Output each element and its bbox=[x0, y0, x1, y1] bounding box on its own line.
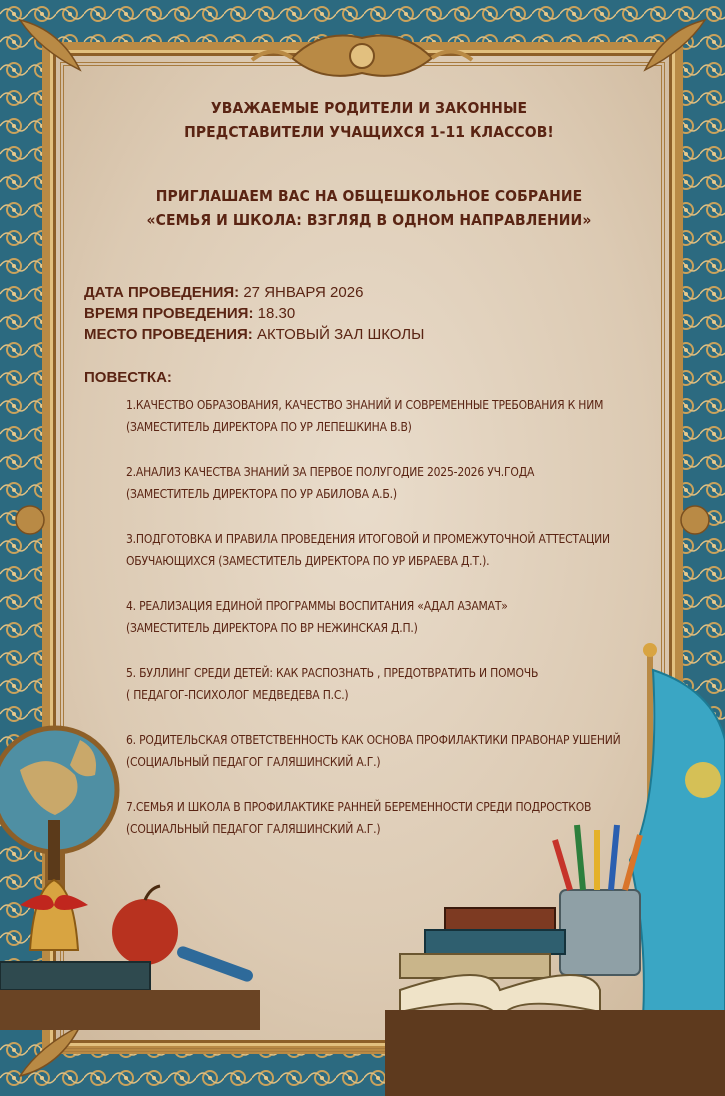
invitation-content bbox=[84, 96, 644, 863]
place-value: АКТОВЫЙ ЗАЛ ШКОЛЫ bbox=[256, 326, 425, 343]
agenda-item bbox=[126, 528, 644, 572]
agenda-item-topic: 7.СЕМЬЯ И ШКОЛА В ПРОФИЛАКТИКЕ РАННЕЙ БЕРЕМЕННОСТИ СРЕДИ ПОДРОСТКОВ bbox=[126, 800, 592, 814]
agenda-item-topic: 6. РОДИТЕЛЬСКАЯ ОТВЕТСТВЕННОСТЬ КАК ОСНОВА ПРОФИЛАКТИКИ ПРАВОНАР УШЕНИЙ bbox=[126, 733, 621, 747]
greeting-line-2: ПРЕДСТАВИТЕЛИ УЧАЩИХСЯ 1-11 КЛАССОВ! bbox=[184, 123, 554, 141]
meeting-details bbox=[84, 282, 644, 345]
date-label: ДАТА ПРОВЕДЕНИЯ: bbox=[84, 284, 240, 301]
agenda-item bbox=[126, 595, 644, 639]
agenda-list bbox=[126, 394, 644, 840]
greeting-line-1: УВАЖАЕМЫЕ РОДИТЕЛИ И ЗАКОННЫЕ bbox=[210, 99, 528, 117]
agenda-item bbox=[126, 662, 644, 706]
agenda-item bbox=[126, 796, 644, 840]
agenda-item-speaker: (ЗАМЕСТИТЕЛЬ ДИРЕКТОРА ПО УР ЛЕПЕШКИНА В.В) bbox=[126, 420, 412, 434]
place-label: МЕСТО ПРОВЕДЕНИЯ: bbox=[84, 326, 253, 343]
agenda-heading: ПОВЕСТКА: bbox=[84, 369, 172, 386]
agenda-item-topic: 2.АНАЛИЗ КАЧЕСТВА ЗНАНИЙ ЗА ПЕРВОЕ ПОЛУГОДИЕ 2025-2026 УЧ.ГОДА bbox=[126, 465, 535, 479]
meeting-title: «СЕМЬЯ И ШКОЛА: ВЗГЛЯД В ОДНОМ НАПРАВЛЕНИИ» bbox=[146, 211, 592, 229]
agenda-item bbox=[126, 729, 644, 773]
agenda-item-topic: 4. РЕАЛИЗАЦИЯ ЕДИНОЙ ПРОГРАММЫ ВОСПИТАНИЯ «АДАЛ АЗАМАТ» bbox=[126, 599, 508, 613]
agenda-item-speaker: (ЗАМЕСТИТЕЛЬ ДИРЕКТОРА ПО УР АБИЛОВА А.Б.) bbox=[126, 487, 397, 501]
agenda-item bbox=[126, 394, 644, 438]
apple-icon bbox=[112, 886, 178, 965]
time-label: ВРЕМЯ ПРОВЕДЕНИЯ: bbox=[84, 305, 254, 322]
agenda-item-speaker: (СОЦИАЛЬНЫЙ ПЕДАГОГ ГАЛЯШИНСКИЙ А.Г.) bbox=[126, 822, 381, 836]
agenda-item-speaker: (СОЦИАЛЬНЫЙ ПЕДАГОГ ГАЛЯШИНСКИЙ А.Г.) bbox=[126, 755, 381, 769]
agenda-item-speaker: ОБУЧАЮЩИХСЯ (ЗАМЕСТИТЕЛЬ ДИРЕКТОРА ПО УР ИБРАЕВА Д.Т.). bbox=[126, 554, 490, 568]
invitation-line-1: ПРИГЛАШАЕМ ВАС НА ОБЩЕШКОЛЬНОЕ СОБРАНИЕ bbox=[155, 187, 583, 205]
agenda-item-speaker: (ЗАМЕСТИТЕЛЬ ДИРЕКТОРА ПО ВР НЕЖИНСКАЯ Д.П.) bbox=[126, 621, 418, 635]
agenda-item-topic: 1.КАЧЕСТВО ОБРАЗОВАНИЯ, КАЧЕСТВО ЗНАНИЙ И СОВРЕМЕННЫЕ ТРЕБОВАНИЯ К НИМ bbox=[126, 398, 604, 412]
time-value: 18.30 bbox=[257, 305, 296, 322]
date-value: 27 ЯНВАРЯ 2026 bbox=[243, 284, 364, 301]
agenda-item-topic: 3.ПОДГОТОВКА И ПРАВИЛА ПРОВЕДЕНИЯ ИТОГОВОЙ И ПРОМЕЖУТОЧНОЙ АТТЕСТАЦИИ bbox=[126, 532, 610, 546]
agenda-item-speaker: ( ПЕДАГОГ-ПСИХОЛОГ МЕДВЕДЕВА П.С.) bbox=[126, 688, 349, 702]
agenda-item-topic: 5. БУЛЛИНГ СРЕДИ ДЕТЕЙ: КАК РАСПОЗНАТЬ , ПРЕДОТВРАТИТЬ И ПОМОЧЬ bbox=[126, 666, 539, 680]
agenda-item bbox=[126, 461, 644, 505]
